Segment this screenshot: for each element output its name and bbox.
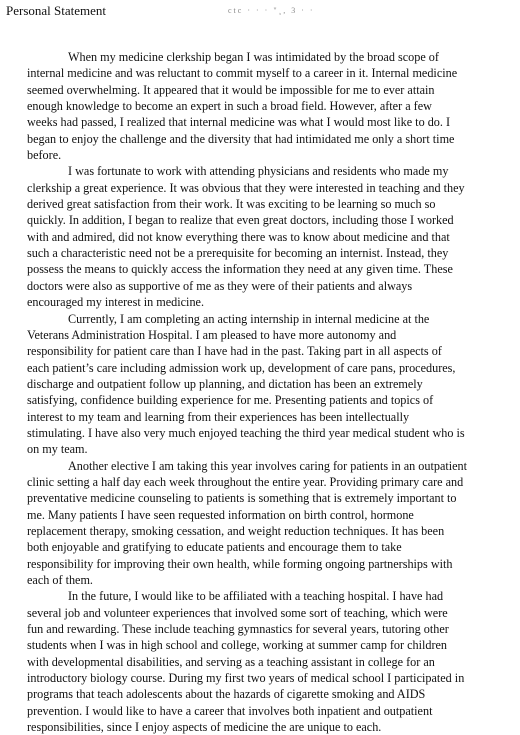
text-line: internal medicine and was reluctant to commit myself to a career in it. Internal medicine (27, 66, 458, 81)
text-line: Veterans Administration Hospital. I am pleased to have more autonomy and (27, 327, 397, 342)
text-line: clerkship a great experience. It was obvious that they were interested in teaching and they (27, 180, 465, 195)
page-header-title: Personal Statement (6, 3, 107, 18)
paragraph (27, 49, 515, 163)
text-line: with and admired, did not know everything there was to know about medicine and that (27, 229, 450, 244)
text-line: interest to my team and learning from their experiences has been intellectually (27, 409, 410, 424)
text-line: students when I was in high school and college, working at summer camp for children (27, 638, 448, 653)
text-line: me. Many patients I have seen requested information on birth control, hormone (27, 507, 414, 522)
text-line: began to enjoy the challenge and the diversity that had intimidated me only a short time (27, 131, 455, 146)
paragraph (27, 458, 515, 589)
text-line: several job and volunteer experiences that involved some sort of teaching, which were (27, 605, 448, 620)
text-line: enough knowledge to become an expert in such a broad field. However, after a few (27, 99, 432, 114)
text-line: encouraged my interest in medicine. (27, 295, 204, 310)
statement-body (27, 49, 515, 735)
text-line: each of them. (27, 573, 93, 587)
text-line: responsibilities, since I enjoy aspects of medicine the are unique to each. (27, 720, 382, 735)
text-line: clinic setting a half day each week throughout the entire year. Providing primary care and (27, 474, 464, 489)
text-line: on my team. (27, 442, 88, 457)
text-line: replacement therapy, smoking cessation, and weight reduction techniques. It has been (27, 523, 445, 538)
text-line: responsibility for patient care than I have had in the past. Taking part in all aspects of (27, 344, 442, 359)
paragraph (27, 163, 515, 310)
text-line: prevention. I would like to have a career that involves both inpatient and outpatient (27, 703, 433, 718)
text-line: discharge and outpatient follow up planning, and dictation has been an extremely (27, 376, 423, 391)
text-line: stimulating. I have also very much enjoyed teaching the third year medical student who is (27, 425, 465, 440)
text-line: Currently, I am completing an acting internship in internal medicine at the (68, 311, 430, 326)
text-line: derived great satisfaction from their work. It was exciting to be learning so much so (27, 197, 436, 212)
text-line: satisfying, confidence building experience for me. Presenting patients and topics of (27, 393, 434, 408)
header-scan-artifact: ctc · · · "¸, 3 · · (228, 6, 315, 15)
text-line: with developmental disabilities, and serving as a teaching assistant in college for an (27, 654, 435, 669)
paragraph (27, 311, 515, 458)
text-line: fun and rewarding. These include teaching gymnastics for several years, tutoring other (27, 622, 449, 637)
text-line: seemed overwhelming. It appeared that it would be impossible for me to ever attain (27, 82, 435, 97)
text-line: doctors were also as supportive of me as they were of their patients and always (27, 278, 413, 293)
text-line: quickly. In addition, I began to realize that even great doctors, including those I worked (27, 213, 454, 228)
text-line: In the future, I would like to be affiliated with a teaching hospital. I have had (68, 589, 444, 604)
text-line: Another elective I am taking this year involves caring for patients in an outpatient (68, 458, 468, 473)
text-line: programs that teach adolescents about the hazards of cigarette smoking and AIDS (27, 687, 426, 702)
text-line: possess the means to quickly access the information they need at any given time. These (27, 262, 453, 277)
text-line: before. (27, 148, 62, 163)
text-line: preventative medicine counseling to patients is something that is extremely important to (27, 491, 457, 506)
text-line: I was fortunate to work with attending physicians and residents who made my (68, 164, 449, 179)
text-line: both enjoyable and gratifying to educate patients and encourage them to take (27, 540, 402, 555)
paragraph (27, 588, 515, 735)
text-line: such a characteristic need not be a prerequisite for becoming an internist. Instead, they (27, 246, 449, 261)
text-line: responsibility for improving their own health, while forming ongoing partnerships with (27, 556, 453, 571)
text-line: weeks had passed, I realized that internal medicine was what I would most like to do. I (27, 115, 451, 130)
text-line: each patient’s care including admission work up, development of care pans, procedures, (27, 360, 456, 375)
text-line: introductory biology course. During my first two years of medical school I participated in (27, 671, 465, 686)
text-line: When my medicine clerkship began I was intimidated by the broad scope of (68, 50, 439, 64)
